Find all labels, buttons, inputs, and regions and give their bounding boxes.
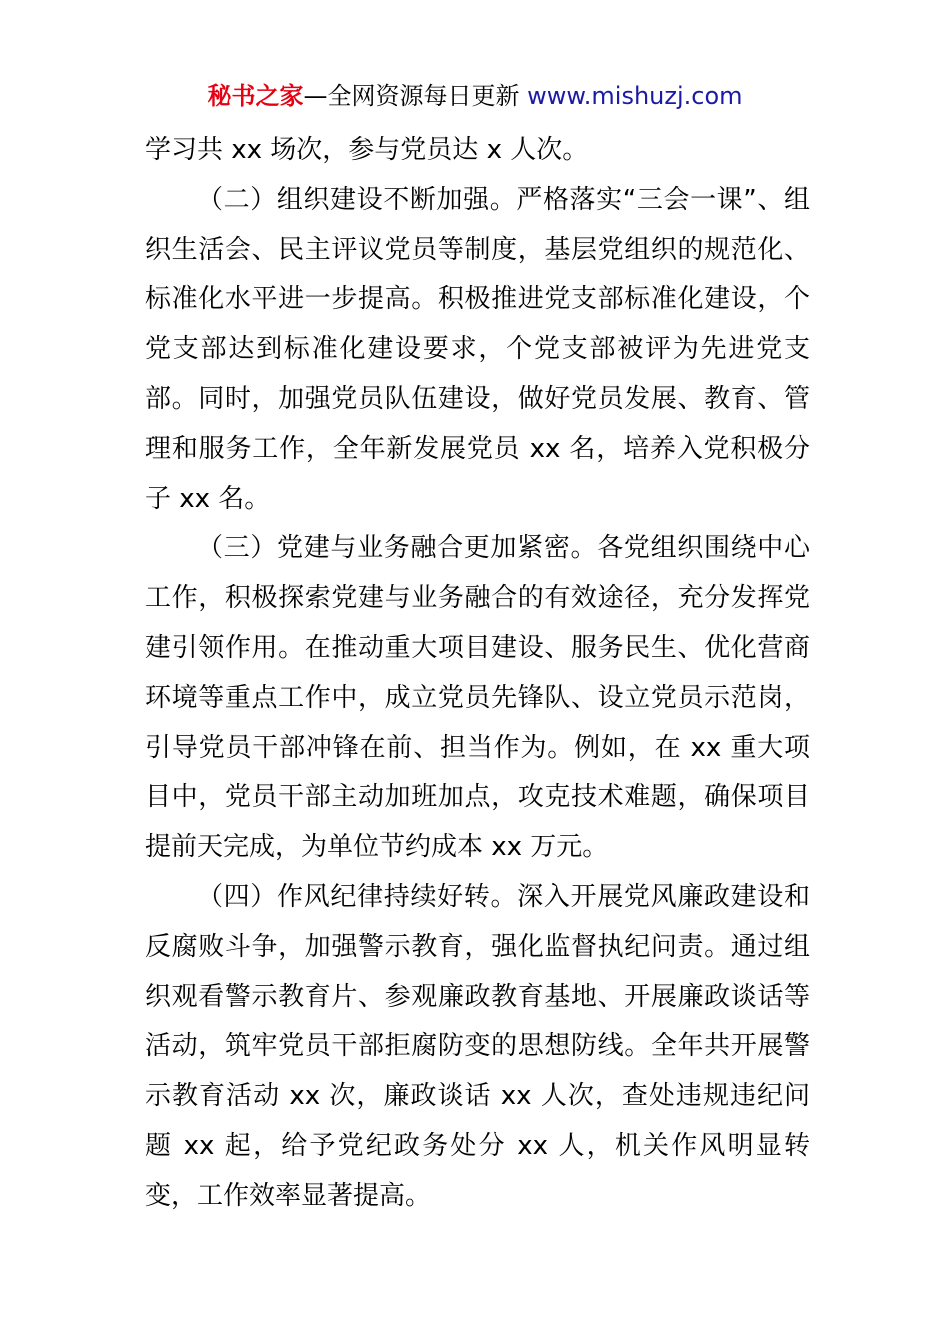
document-body xyxy=(145,126,810,1222)
page-header xyxy=(0,80,950,112)
paragraph-discipline: （四）作风纪律持续好转。深入开展党风廉政建设和反腐败斗争，加强警示教育，强化监督执纪问责。通过组织观看警示教育片、参观廉政教育基地、开展廉政谈话等活动，筑牢党员干部拒腐防变的思想防线。全年共开展警示教育活动 xx 次，廉政谈话 xx 人次，查处违规违纪问题 xx 起，给予党纪政务处分 xx 人，机关作风明显转变，工作效率显著提高。 xyxy=(145,881,810,1211)
paragraph-continuation: 学习共 xx 场次，参与党员达 x 人次。 xyxy=(145,135,589,165)
brand-name: 秘书之家 xyxy=(207,82,304,110)
header-slogan: —全网资源每日更新 xyxy=(303,82,520,110)
paragraph-organization: （二）组织建设不断加强。严格落实“三会一课”、组织生活会、民主评议党员等制度，基层党组织的规范化、标准化水平进一步提高。积极推进党支部标准化建设，个党支部达到标准化建设要求，个党支部被评为先进党支部。同时，加强党员队伍建设，做好党员发展、教育、管理和服务工作，全年新发展党员 xx 名，培养入党积极分子 xx 名。 xyxy=(145,184,810,514)
paragraph-integration: （三）党建与业务融合更加紧密。各党组织围绕中心工作，积极探索党建与业务融合的有效途径，充分发挥党建引领作用。在推动重大项目建设、服务民生、优化营商环境等重点工作中，成立党员先锋队、设立党员示范岗，引导党员干部冲锋在前、担当作为。例如，在 xx 重大项目中，党员干部主动加班加点，攻克技术难题，确保项目提前天完成，为单位节约成本 xx 万元。 xyxy=(145,533,810,863)
site-url[interactable]: www.mishuzj.com xyxy=(527,82,743,110)
